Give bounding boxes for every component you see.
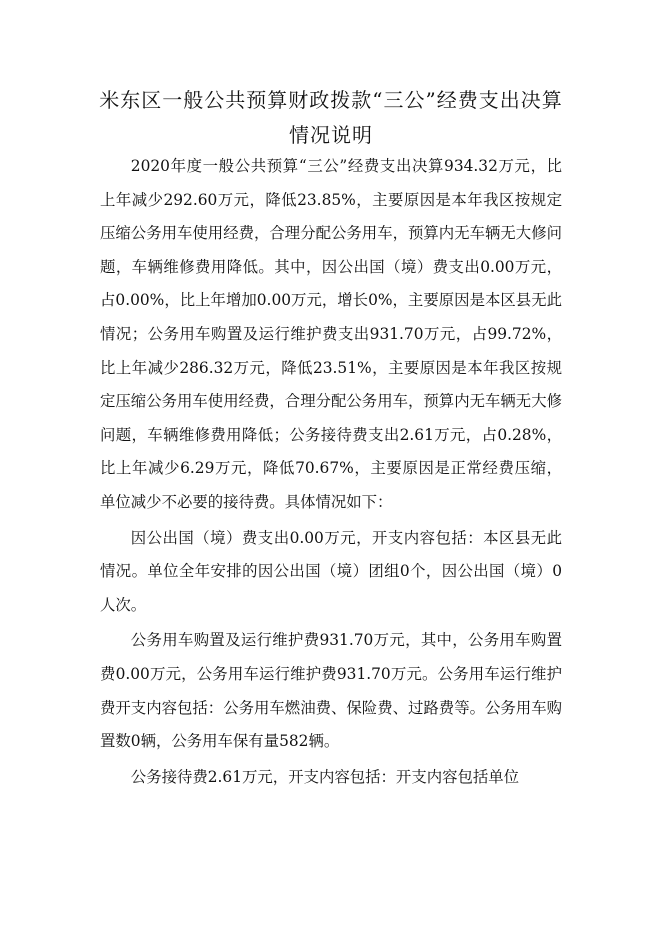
paragraph-official-reception: 公务接待费2.61万元，开支内容包括：开支内容包括单位: [130, 767, 520, 786]
paragraph-overseas-travel: 因公出国（境）费支出0.00万元，开支内容包括：本区县无此情况。单位全年安排的因公出国（境）团组0个，因公出国（境）0人次。: [100, 528, 562, 614]
paragraph-official-vehicles: 公务用车购置及运行维护费931.70万元，其中，公务用车购置费0.00万元，公务用车运行维护费931.70万元。公务用车运行维护费开支内容包括：公务用车燃油费、保险费、过路费等。公务用车购置数0辆，公务用车保有量582辆。: [100, 631, 562, 751]
paragraph-summary: 2020年度一般公共预算“三公”经费支出决算934.32万元，比上年减少292.60万元，降低23.85%，主要原因是本年我区按规定压缩公务用车使用经费，合理分配公务用车，预算内无车辆无大修问题，车辆维修费用降低。其中，因公出国（境）费支出0.00万元，占0.00%，比上年增加0.00万元，增长0%，主要原因是本区县无此情况；公务用车购置及运行维护费支出931.70万元，占99.72%，比上年减少286.32万元，降低23.51%，主要原因是本年我区按规定压缩公务用车使用经费，合理分配公务用车，预算内无车辆无大修问题，车辆维修费用降低；公务接待费支出2.61万元，占0.28%，比上年减少6.29万元，降低70.67%，主要原因是正常经费压缩，单位减少不必要的接待费。具体情况如下：: [100, 157, 562, 511]
document-title-line1: 米东区一般公共预算财政拨款“三公”经费支出决算: [99, 88, 563, 112]
document-body: [100, 150, 562, 794]
document-title-line2: 情况说明: [289, 123, 373, 147]
